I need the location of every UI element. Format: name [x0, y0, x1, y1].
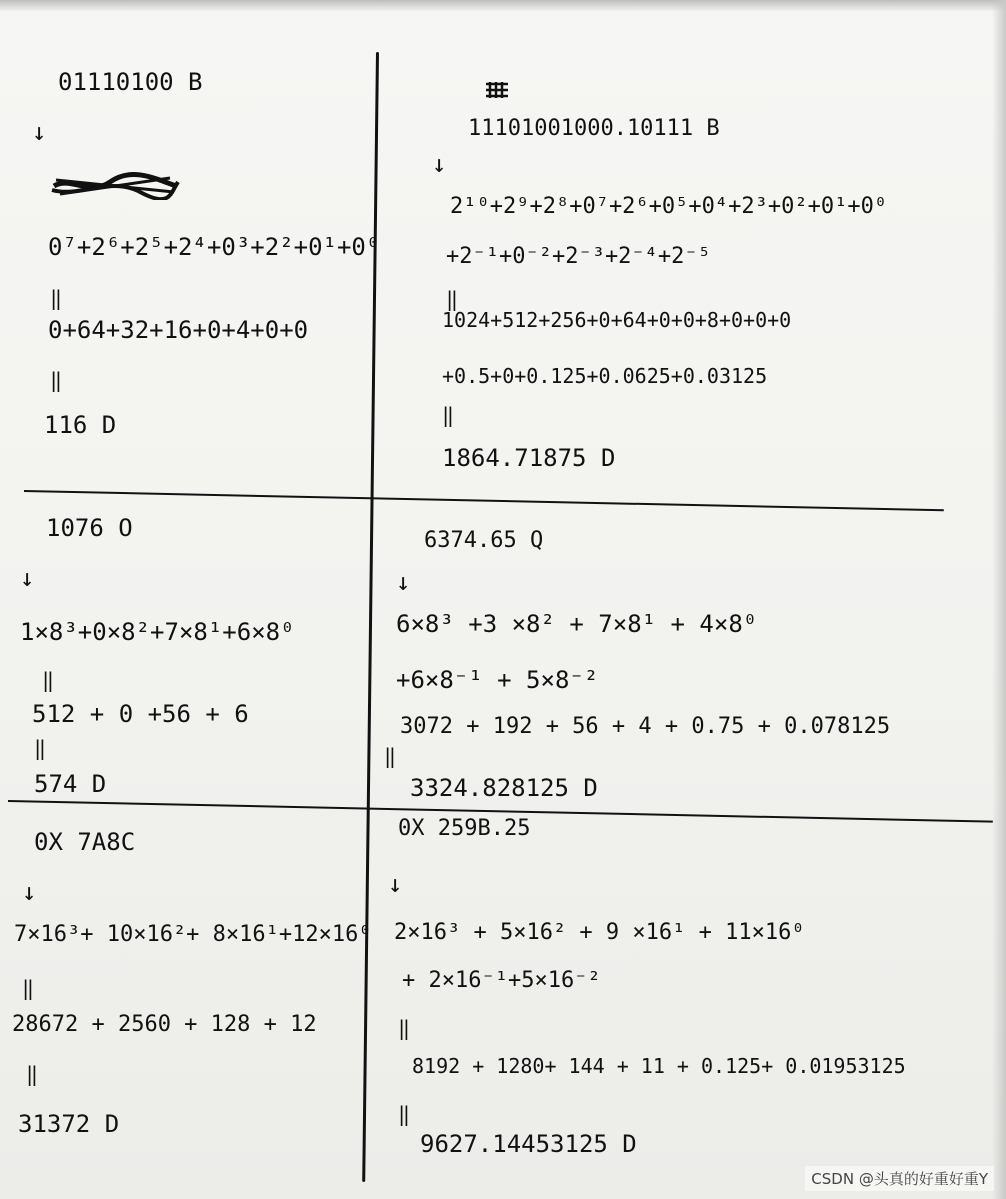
equals-mark: ‖	[446, 287, 459, 311]
paper-edge-shadow	[0, 0, 1006, 12]
down-arrow-icon: ↓	[32, 118, 47, 146]
q6-expansion-2: + 2×16⁻¹+5×16⁻²	[402, 968, 601, 993]
q2-sum-2: +0.5+0+0.125+0.0625+0.03125	[442, 364, 768, 388]
q1-result: 116 D	[44, 411, 117, 439]
csdn-watermark: CSDN @头真的好重好重Y	[805, 1166, 994, 1191]
q4-expansion-1: 6×8³ +3 ×8² + 7×8¹ + 4×8⁰	[396, 610, 758, 638]
q6-result: 9627.14453125 D	[420, 1130, 637, 1158]
q1-title: 01110100 B	[58, 68, 203, 96]
q2-title: 11101001000.10111 B	[468, 116, 720, 141]
q3-title: 1076 O	[46, 514, 133, 542]
q3-result: 574 D	[34, 770, 107, 798]
down-arrow-icon: ↓	[22, 878, 37, 906]
q1-sum: 0+64+32+16+0+4+0+0	[48, 316, 309, 344]
equals-mark: ‖	[26, 1062, 39, 1086]
equals-mark: ‖	[42, 668, 55, 692]
q3-sum: 512 + 0 +56 + 6	[32, 700, 249, 728]
equals-mark: ‖	[384, 744, 397, 768]
vertical-divider-line	[362, 52, 379, 1182]
equals-mark: ‖	[398, 1016, 411, 1040]
equals-mark: ‖	[22, 976, 35, 1000]
down-arrow-icon: ↓	[388, 870, 403, 898]
q2-expansion-1: 2¹⁰+2⁹+2⁸+0⁷+2⁶+0⁵+0⁴+2³+0²+0¹+0⁰	[450, 194, 888, 219]
equals-mark: ‖	[398, 1102, 411, 1126]
q5-result: 31372 D	[18, 1110, 120, 1138]
q2-result: 1864.71875 D	[442, 444, 616, 472]
q2-expansion-2: +2⁻¹+0⁻²+2⁻³+2⁻⁴+2⁻⁵	[446, 244, 711, 269]
q4-expansion-2: +6×8⁻¹ + 5×8⁻²	[396, 666, 599, 694]
q5-expansion: 7×16³+ 10×16²+ 8×16¹+12×16⁰	[14, 922, 372, 947]
equals-mark: ‖	[442, 403, 455, 427]
q5-title: 0X 7A8C	[34, 828, 136, 856]
q6-sum: 8192 + 1280+ 144 + 11 + 0.125+ 0.01953125	[412, 1054, 906, 1078]
down-arrow-icon: ↓	[396, 568, 411, 596]
crossed-out-scribble-small	[484, 80, 510, 100]
q6-expansion-1: 2×16³ + 5×16² + 9 ×16¹ + 11×16⁰	[394, 920, 805, 945]
q2-sum-1: 1024+512+256+0+64+0+0+8+0+0+0	[442, 308, 792, 332]
paper-edge-shadow-right	[992, 0, 1006, 1199]
q4-sum: 3072 + 192 + 56 + 4 + 0.75 + 0.078125	[400, 714, 891, 739]
q5-sum: 28672 + 2560 + 128 + 12	[12, 1012, 317, 1037]
q3-expansion: 1×8³+0×8²+7×8¹+6×8⁰	[20, 618, 295, 646]
q6-title: 0X 259B.25	[398, 816, 531, 841]
q4-result: 3324.828125 D	[410, 774, 598, 802]
crossed-out-scribble	[50, 172, 180, 200]
equals-mark: ‖	[34, 736, 47, 760]
q1-expansion: 0⁷+2⁶+2⁵+2⁴+0³+2²+0¹+0⁰	[48, 233, 381, 261]
down-arrow-icon: ↓	[20, 564, 35, 592]
equals-mark: ‖	[50, 286, 63, 310]
down-arrow-icon: ↓	[432, 150, 447, 178]
q4-title: 6374.65 Q	[424, 528, 544, 553]
equals-mark: ‖	[50, 368, 63, 392]
horizontal-divider-line-1	[24, 490, 944, 511]
